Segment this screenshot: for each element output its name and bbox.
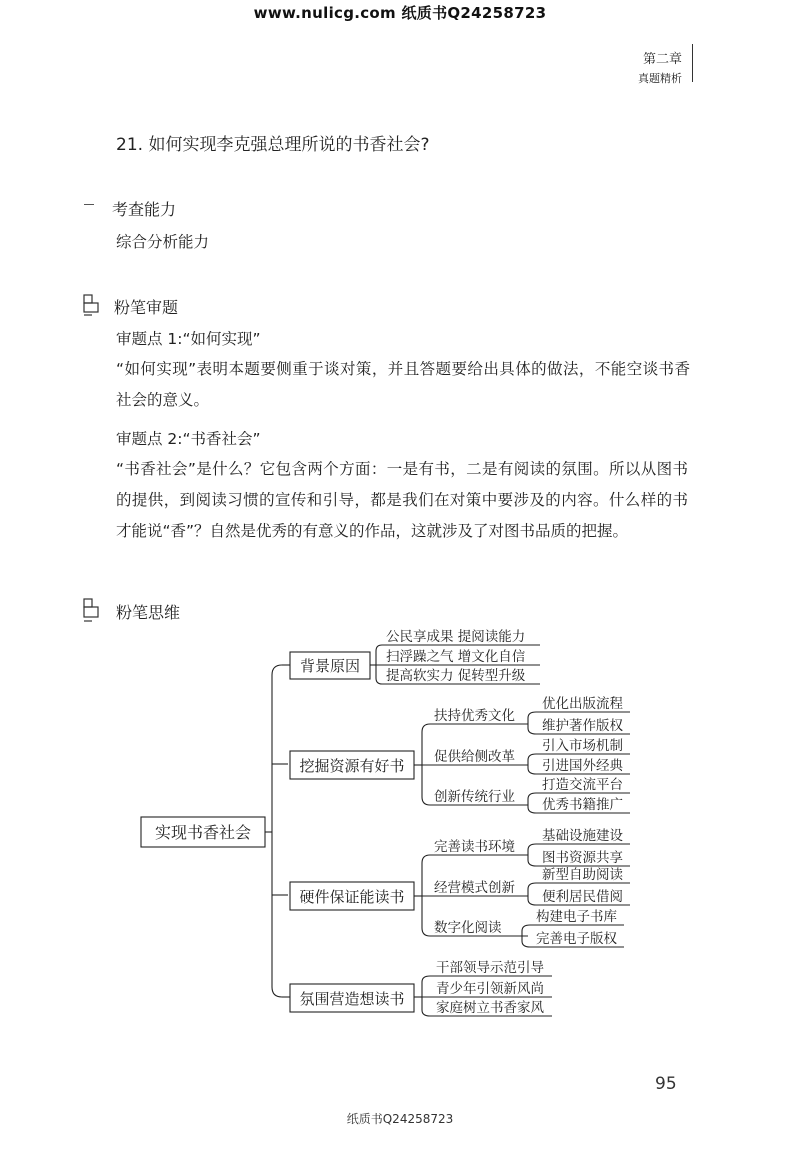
mindmap-root-label: 实现书香社会 (154, 823, 252, 842)
mindmap-b4-item: 家庭树立书香家风 (436, 1000, 544, 1016)
mindmap-b3-sub: 经营模式创新 (434, 880, 515, 896)
mindmap-b2-sub: 促供给侧改革 (434, 749, 515, 765)
section-title-mindmap: 粉笔思维 (116, 603, 181, 622)
mindmap-b3-item: 便利居民借阅 (542, 889, 623, 905)
mindmap-b3-sub: 数字化阅读 (434, 920, 502, 936)
mindmap-b3-item: 基础设施建设 (542, 828, 623, 844)
mindmap-b2-sub: 创新传统行业 (434, 789, 515, 805)
mindmap-b1-item: 公民享成果 提阅读能力 (386, 629, 526, 645)
chapter-title: 第二章 (642, 52, 682, 67)
watermark-top: www.nulicg.com 纸质书Q24258723 (253, 4, 547, 22)
page-number: 95 (655, 1074, 677, 1094)
question-title: 21. 如何实现李克强总理所说的书香社会? (116, 135, 430, 155)
watermark-bottom: 纸质书Q24258723 (346, 1112, 454, 1126)
section-title-review: 粉笔审题 (114, 298, 179, 317)
section-title-ability: 考查能力 (112, 200, 177, 219)
mindmap-b3-sub: 完善读书环境 (434, 839, 515, 855)
mindmap-b4-item: 青少年引领新风尚 (436, 981, 544, 997)
mindmap-b2-item: 维护著作版权 (542, 718, 623, 734)
mindmap-b2-label: 挖掘资源有好书 (299, 757, 405, 775)
review-point2-label: 审题点 2:“书香社会” (116, 430, 261, 448)
mindmap-b2-sub: 扶持优秀文化 (434, 708, 515, 724)
review-point2-text: “书香社会”是什么？它包含两个方面：一是有书，二是有阅读的氛围。所以从图书的提供，到阅读习惯的宣传和引导，都是我们在对策中要涉及的内容。什么样的书才能说“香”？自然是优秀的有意义的作品，这就涉及了对图书品质的把握。 (116, 460, 688, 540)
mindmap-b2-item: 优秀书籍推广 (542, 797, 623, 813)
mindmap-b2-item: 打造交流平台 (542, 777, 623, 793)
mindmap-b3-item: 完善电子版权 (536, 931, 617, 947)
mindmap-b2-item: 优化出版流程 (542, 696, 623, 712)
review-point1-text: “如何实现”表明本题要侧重于谈对策，并且答题要给出具体的做法，不能空谈书香社会的意义。 (116, 360, 690, 409)
mindmap-b2-item: 引入市场机制 (542, 738, 623, 754)
mindmap-b4-label: 氛围营造想读书 (299, 990, 405, 1008)
mindmap-b3-item: 新型自助阅读 (542, 867, 623, 883)
mindmap-b3-label: 硬件保证能读书 (299, 888, 405, 906)
ability-content: 综合分析能力 (116, 233, 210, 251)
mindmap-b4-item: 干部领导示范引导 (436, 960, 544, 976)
mindmap-b2-item: 引进国外经典 (542, 758, 623, 774)
mindmap-b1-item: 扫浮躁之气 增文化自信 (386, 649, 526, 665)
chapter-subtitle: 真题精析 (638, 72, 682, 85)
mindmap-b1-label: 背景原因 (299, 657, 361, 675)
mindmap-b3-item: 图书资源共享 (542, 850, 623, 866)
mindmap-b3-item: 构建电子书库 (536, 909, 617, 925)
mindmap-b1-item: 提高软实力 促转型升级 (386, 668, 526, 684)
review-point1-label: 审题点 1:“如何实现” (116, 330, 261, 348)
